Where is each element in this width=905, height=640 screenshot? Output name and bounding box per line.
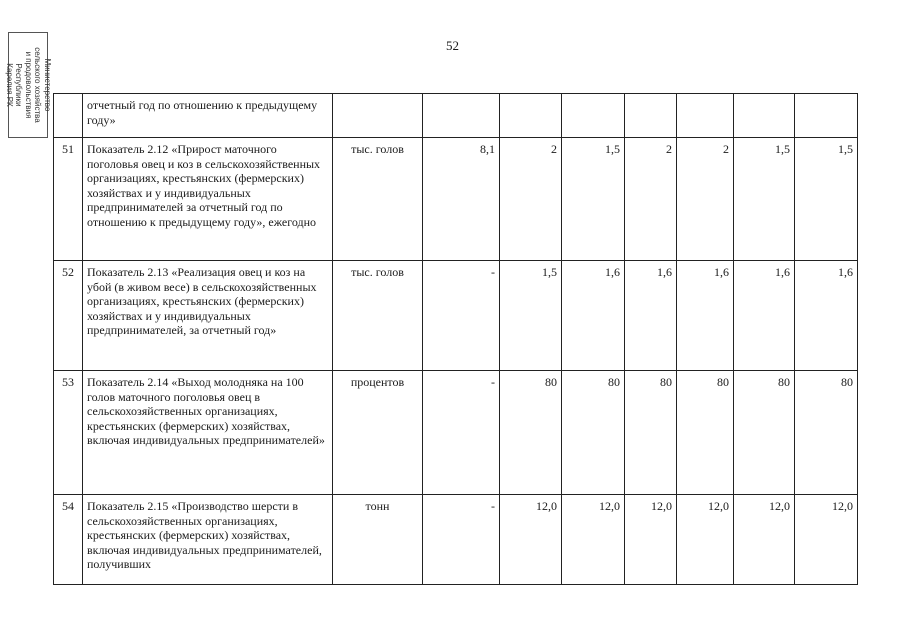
- value-cell: 12,0: [625, 495, 677, 585]
- row-number: 54: [54, 495, 83, 585]
- value-cell: 1,5: [795, 138, 858, 261]
- base-value-cell: -: [423, 371, 500, 495]
- value-cell: 80: [795, 371, 858, 495]
- value-cell: 1,6: [734, 261, 795, 371]
- registration-stamp: [4, 32, 52, 138]
- value-cell: 80: [500, 371, 562, 495]
- value-cell: 12,0: [500, 495, 562, 585]
- unit-cell: тыс. голов: [333, 138, 423, 261]
- table-row: [54, 371, 858, 495]
- table-row: [54, 138, 858, 261]
- value-cell: 12,0: [562, 495, 625, 585]
- stamp-line: сельского хозяйства: [33, 47, 43, 123]
- unit-cell: тыс. голов: [333, 261, 423, 371]
- page-number: 52: [446, 38, 459, 53]
- value-cell: 1,5: [500, 261, 562, 371]
- indicator-description: Показатель 2.13 «Реализация овец и коз на убой (в живом весе) в сельскохозяйственных организациях, крестьянских (фермерских) хозяйствах и у индивидуальных предпринимателей, за отчетный год»: [83, 261, 333, 371]
- value-cell: 80: [734, 371, 795, 495]
- row-number: 51: [54, 138, 83, 261]
- indicator-description: Показатель 2.14 «Выход молодняка на 100 голов маточного поголовья овец в сельскохозяйственных организациях, крестьянских (фермерских) хозяйствах, включая индивидуальных предпринимателей»: [83, 371, 333, 495]
- value-cell: 1,6: [562, 261, 625, 371]
- stamp-line: Республики: [14, 63, 24, 107]
- base-value-cell: -: [423, 261, 500, 371]
- table-row: [54, 495, 858, 585]
- value-cell: 12,0: [795, 495, 858, 585]
- value-cell: 1,6: [795, 261, 858, 371]
- value-cell: [795, 94, 858, 138]
- table-row: [54, 261, 858, 371]
- value-cell: [734, 94, 795, 138]
- table-row: [54, 94, 858, 138]
- row-number: 52: [54, 261, 83, 371]
- value-cell: [562, 94, 625, 138]
- value-cell: 1,5: [734, 138, 795, 261]
- base-value-cell: -: [423, 495, 500, 585]
- value-cell: 2: [625, 138, 677, 261]
- unit-cell: тонн: [333, 495, 423, 585]
- value-cell: 80: [625, 371, 677, 495]
- indicators-table: [53, 93, 858, 585]
- value-cell: 80: [677, 371, 734, 495]
- value-cell: 2: [500, 138, 562, 261]
- value-cell: 80: [562, 371, 625, 495]
- value-cell: 12,0: [677, 495, 734, 585]
- value-cell: 12,0: [734, 495, 795, 585]
- unit-cell: [333, 94, 423, 138]
- value-cell: [677, 94, 734, 138]
- value-cell: 1,6: [677, 261, 734, 371]
- value-cell: 2: [677, 138, 734, 261]
- value-cell: 1,6: [625, 261, 677, 371]
- indicator-description: Показатель 2.12 «Прирост маточного поголовья овец и коз в сельскохозяйственных организациях, крестьянских (фермерских) хозяйствах и у индивидуальных предпринимателей за отчетный год по отношению к предыдущему году», ежегодно: [83, 138, 333, 261]
- stamp-line: Карелия РК: [4, 63, 14, 107]
- base-value-cell: [423, 94, 500, 138]
- base-value-cell: 8,1: [423, 138, 500, 261]
- value-cell: 1,5: [562, 138, 625, 261]
- indicator-description: отчетный год по отношению к предыдущему году»: [83, 94, 333, 138]
- value-cell: [500, 94, 562, 138]
- stamp-text: [4, 47, 52, 122]
- row-number: 53: [54, 371, 83, 495]
- stamp-line: Министерство: [42, 58, 52, 112]
- indicator-description: Показатель 2.15 «Производство шерсти в сельскохозяйственных организациях, крестьянских (фермерских) хозяйствах, включая индивидуальных предпринимателей, получивших: [83, 495, 333, 585]
- value-cell: [625, 94, 677, 138]
- row-number: [54, 94, 83, 138]
- unit-cell: процентов: [333, 371, 423, 495]
- stamp-line: и продовольствия: [23, 51, 33, 119]
